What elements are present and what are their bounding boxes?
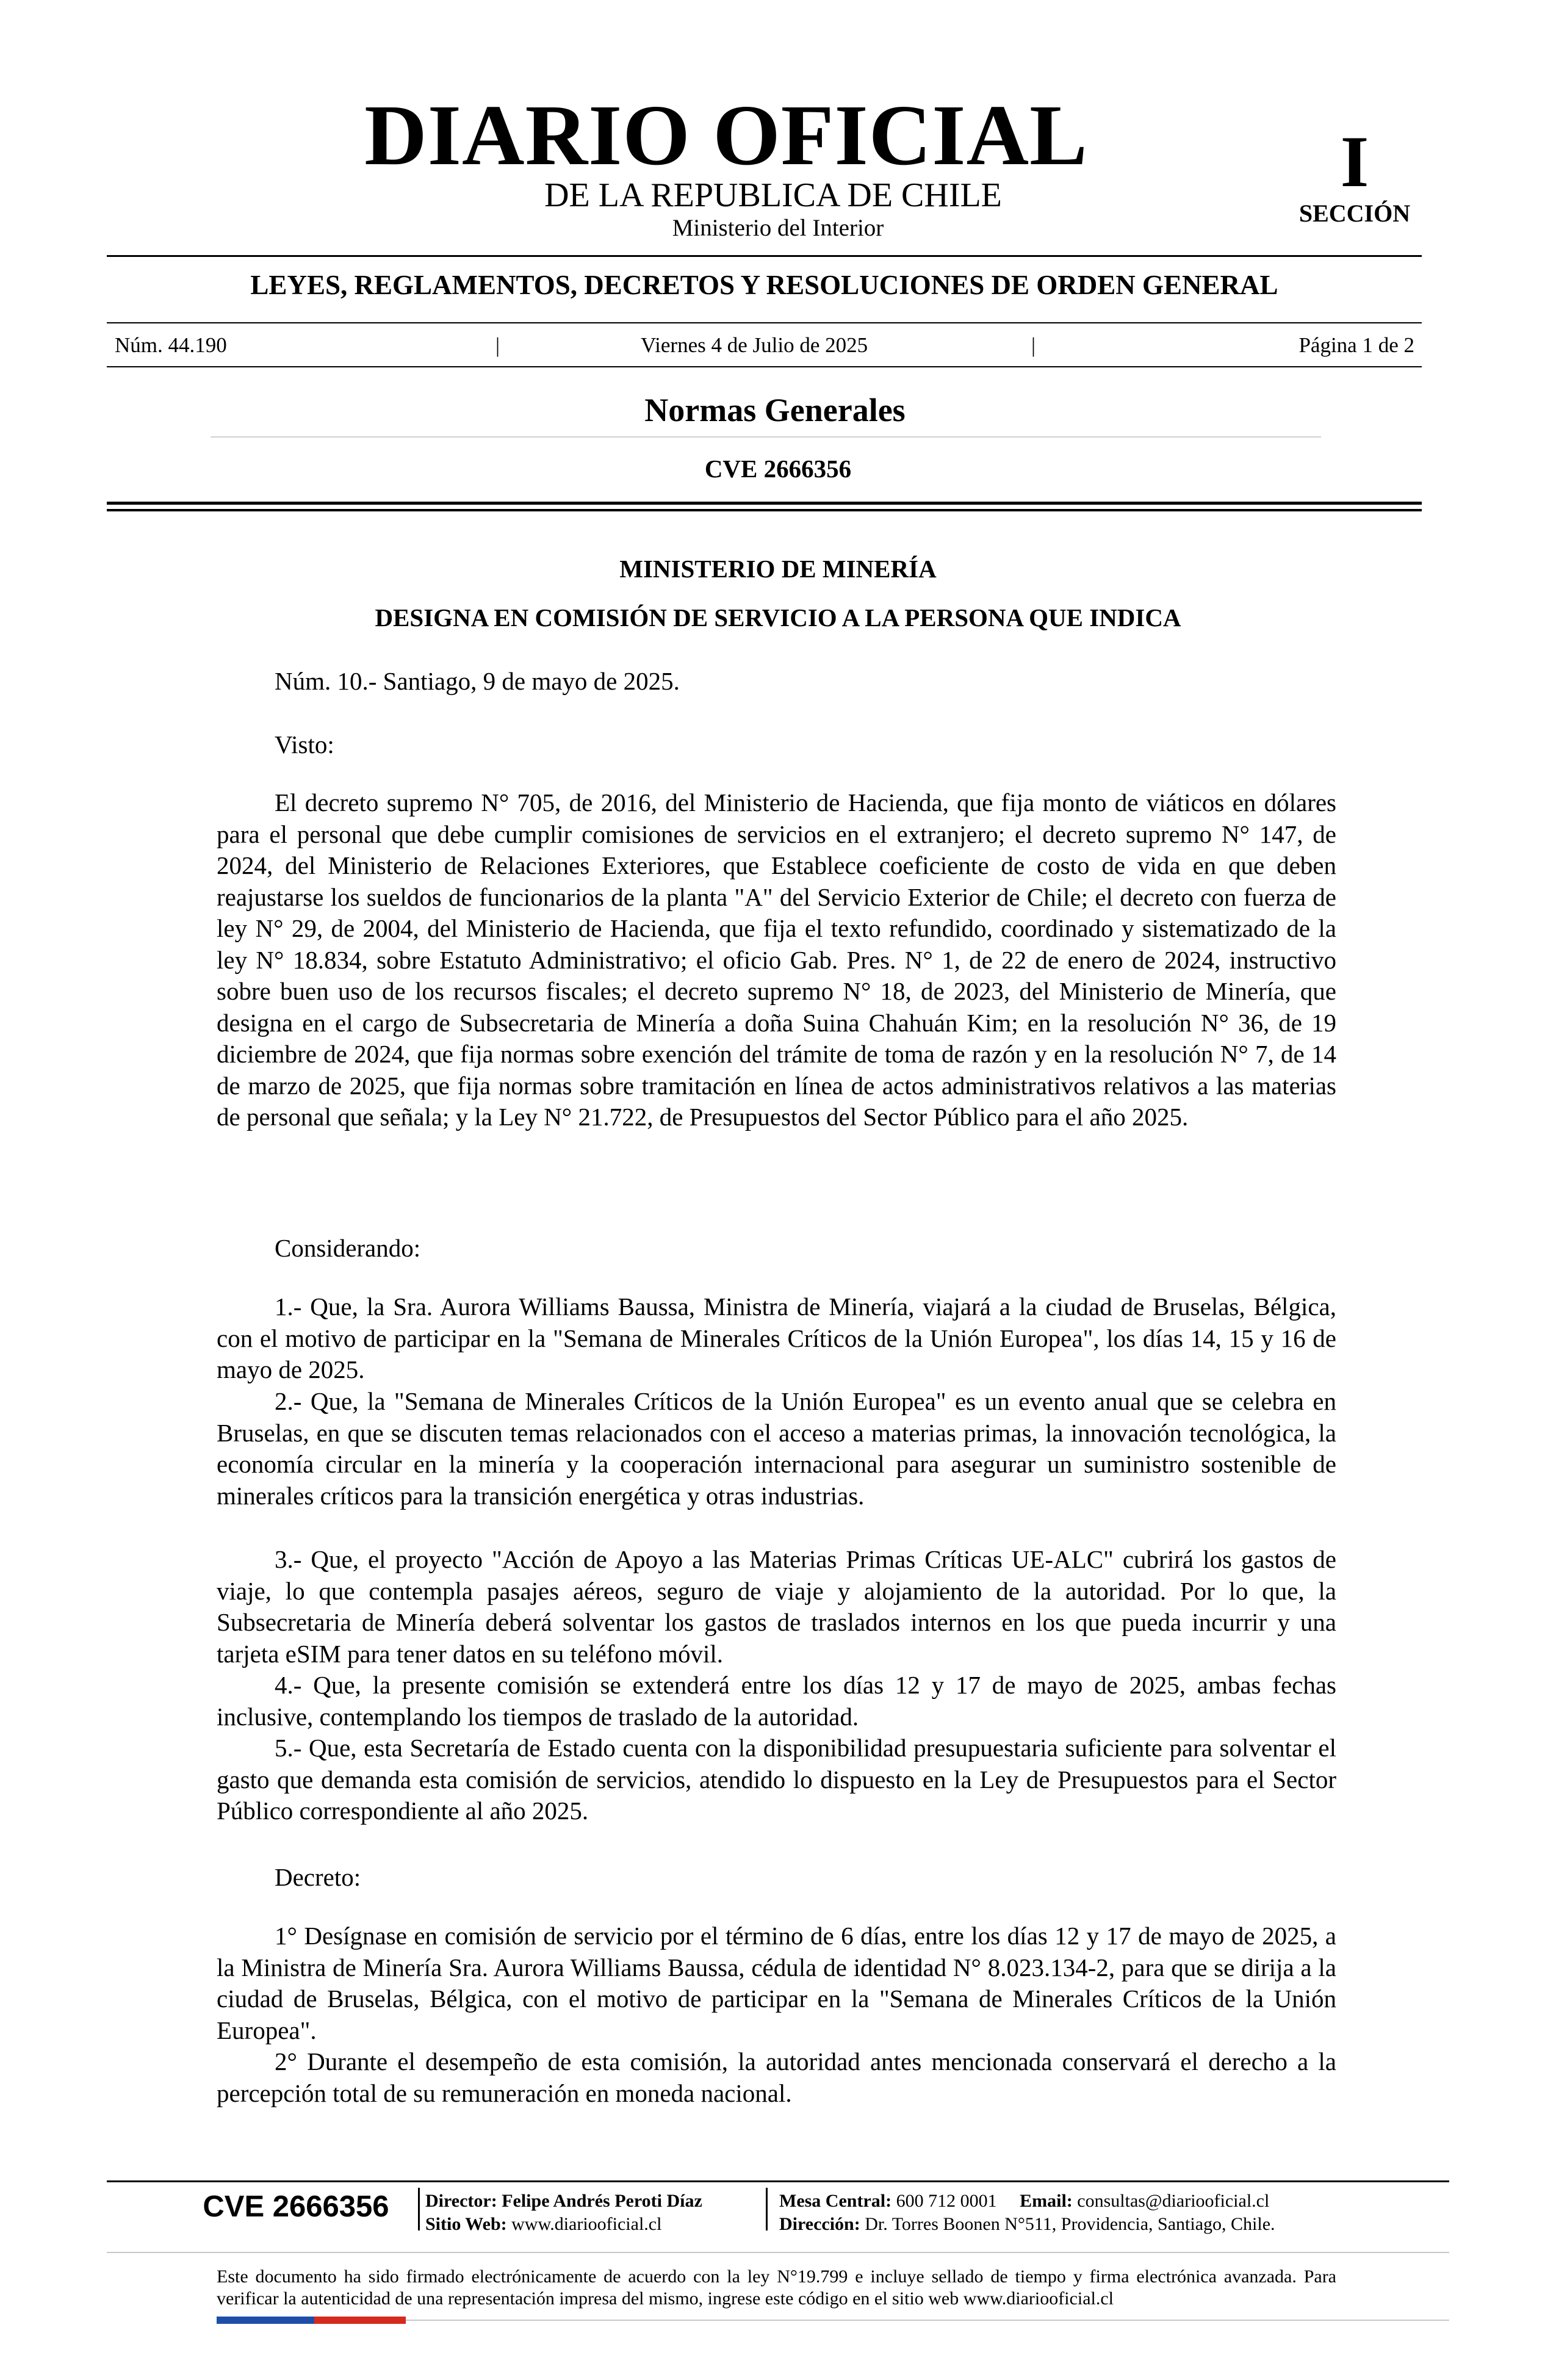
considerando-item: 4.- Que, la presente comisión se extenderá entre los días 12 y 17 de mayo de 2025, ambas fechas inclusive, contemplando los tiempos de traslado de la autoridad. [217,1671,1336,1731]
address-text: Dr. Torres Boonen N°511, Providencia, Santiago, Chile. [865,2214,1275,2234]
footer-website [425,2215,661,2234]
issue-separator: | [1031,333,1036,357]
considerando-label: Considerando: [275,1234,421,1262]
section-heading: Normas Generales [644,392,906,428]
cve-code: CVE 2666356 [704,455,852,483]
issue-date: Viernes 4 de Julio de 2025 [641,333,868,357]
footer-bottom-rule [406,2320,1449,2321]
decree-number-line: Núm. 10.- Santiago, 9 de mayo de 2025. [275,667,680,695]
considerando-item: 1.- Que, la Sra. Aurora Williams Baussa, Ministra de Minería, viajará a la ciudad de Bruselas, Bélgica, con el motivo de participar en la "Semana de Minerales Críticos de la Unión Europea", los días 14, 15 y 16 de mayo de 2025. [217,1293,1336,1383]
flag-bar-blue [217,2317,314,2324]
visto-label: Visto: [275,730,334,759]
footer-rule [107,2180,1449,2182]
masthead-subtitle: DE LA REPUBLICA DE CHILE [544,176,1002,214]
director-label: Director: [425,2191,497,2211]
considerando-item: 5.- Que, esta Secretaría de Estado cuenta con la disponibilidad presupuestaria suficiente para solventar el gasto que demanda esta comisión de servicios, atendido lo dispuesto en la Ley de Presupuestos para el Sector Público correspondiente al año 2025. [217,1734,1336,1825]
visto-paragraph: El decreto supremo N° 705, de 2016, del Ministerio de Hacienda, que fija monto de viáticos en dólares para el personal que debe cumplir comisiones de servicios en el extranjero; el decreto supremo N° 147, de 2024, del Ministerio de Relaciones Exteriores, que Establece coeficiente de costo de vida en que deben reajustarse los sueldos de funcionarios de la planta "A" del Servicio Exterior de Chile; el decreto con fuerza de ley N° 29, de 2004, del Ministerio de Hacienda, que fija el texto refundido, coordinado y sistematizado de la ley N° 18.834, sobre Estatuto Administrativo; el oficio Gab. Pres. N° 1, de 22 de enero de 2024, instructivo sobre buen uso de los recursos fiscales; el decreto supremo N° 18, de 2023, del Ministerio de Minería, que designa en el cargo de Subsecretaria de Minería a doña Suina Chahuán Kim; en la resolución N° 36, de 19 diciembre de 2024, que fija normas sobre exención del trámite de toma de razón y en la resolución N° 7, de 14 de marzo de 2025, que fija normas sobre tramitación en línea de actos administrativos relativos a las materias de personal que señala; y la Ley N° 21.722, de Presupuestos del Sector Público para el año 2025. [217,788,1336,1131]
issue-rule [107,366,1422,367]
issue-number: Núm. 44.190 [115,333,227,357]
masthead-rule [107,255,1422,257]
issue-page: Página 1 de 2 [1298,333,1414,357]
email-label: Email: [1020,2191,1073,2211]
mesa-label: Mesa Central: [779,2191,892,2211]
issue-separator: | [495,333,500,357]
section-label: SECCIÓN [1298,200,1411,227]
articulo-item: 1° Desígnase en comisión de servicio por el término de 6 días, entre los días 12 y 17 de mayo de 2025, a la Ministra de Minería Sra. Aurora Williams Baussa, cédula de identidad N° 8.023.134-2, para que se dirija a la ciudad de Bruselas, Bélgica, con el motivo de participar en la "Semana de Minerales Críticos de la Unión Europea". [217,1922,1336,2044]
masthead-title: DIARIO OFICIAL [364,87,1088,183]
website-label: Sitio Web: [425,2214,507,2234]
decree-title: DESIGNA EN COMISIÓN DE SERVICIO A LA PERSONA QUE INDICA [375,604,1181,632]
banner: LEYES, REGLAMENTOS, DECRETOS Y RESOLUCIONES DE ORDEN GENERAL [250,270,1278,300]
footer-address [779,2215,1275,2234]
section-divider [211,436,1321,438]
considerando-item: 3.- Que, el proyecto "Acción de Apoyo a las Materias Primas Críticas UE-ALC" cubrirá los gastos de viaje, lo que contempla pasajes aéreos, seguro de viaje y alojamiento de la autoridad. Por lo que, la Subsecretaria de Minería deberá solventar los gastos de traslados internos en los que pueda incurrir y una tarjeta eSIM para tener datos en su teléfono móvil. [217,1545,1336,1668]
email-link[interactable]: consultas@diariooficial.cl [1077,2191,1270,2211]
decreto-label: Decreto: [275,1863,361,1891]
footer-cve-code: CVE 2666356 [203,2190,389,2223]
mesa-phone: 600 712 0001 [896,2191,997,2211]
ministry-heading: MINISTERIO DE MINERÍA [619,555,937,583]
director-name: Felipe Andrés Peroti Díaz [502,2191,702,2211]
flag-bar-red [314,2317,406,2324]
banner-rule [107,322,1422,323]
footer-separator [766,2188,768,2230]
footer-director [425,2192,702,2210]
header-double-rule-bottom [107,509,1422,511]
footer-inner-rule [107,2252,1449,2253]
masthead-ministry: Ministerio del Interior [672,215,884,241]
section-numeral: I [1340,121,1369,202]
footer-separator [418,2188,420,2230]
website-link[interactable]: www.diariooficial.cl [511,2214,662,2234]
footer-contact [779,2192,1269,2210]
considerando-item: 2.- Que, la "Semana de Minerales Críticos de la Unión Europea" es un evento anual que se celebra en Bruselas, en que se discuten temas relacionados con el acceso a materias primas, la innovación tecnológica, la economía circular en la minería y la cooperación internacional para asegurar un suministro sostenible de minerales críticos para la transición energética y otras industrias. [217,1387,1336,1510]
articulo-item: 2° Durante el desempeño de esta comisión, la autoridad antes mencionada conservará el derecho a la percepción total de su remuneración en moneda nacional. [217,2047,1336,2107]
header-double-rule-top [107,502,1422,505]
legal-notice: Este documento ha sido firmado electrónicamente de acuerdo con la ley N°19.799 e incluye sellado de tiempo y firma electrónica avanzada. Para verificar la autenticidad de una representación impresa del mismo, ingrese este código en el sitio web www.diariooficial.cl [217,2266,1336,2309]
address-label: Dirección: [779,2214,860,2234]
